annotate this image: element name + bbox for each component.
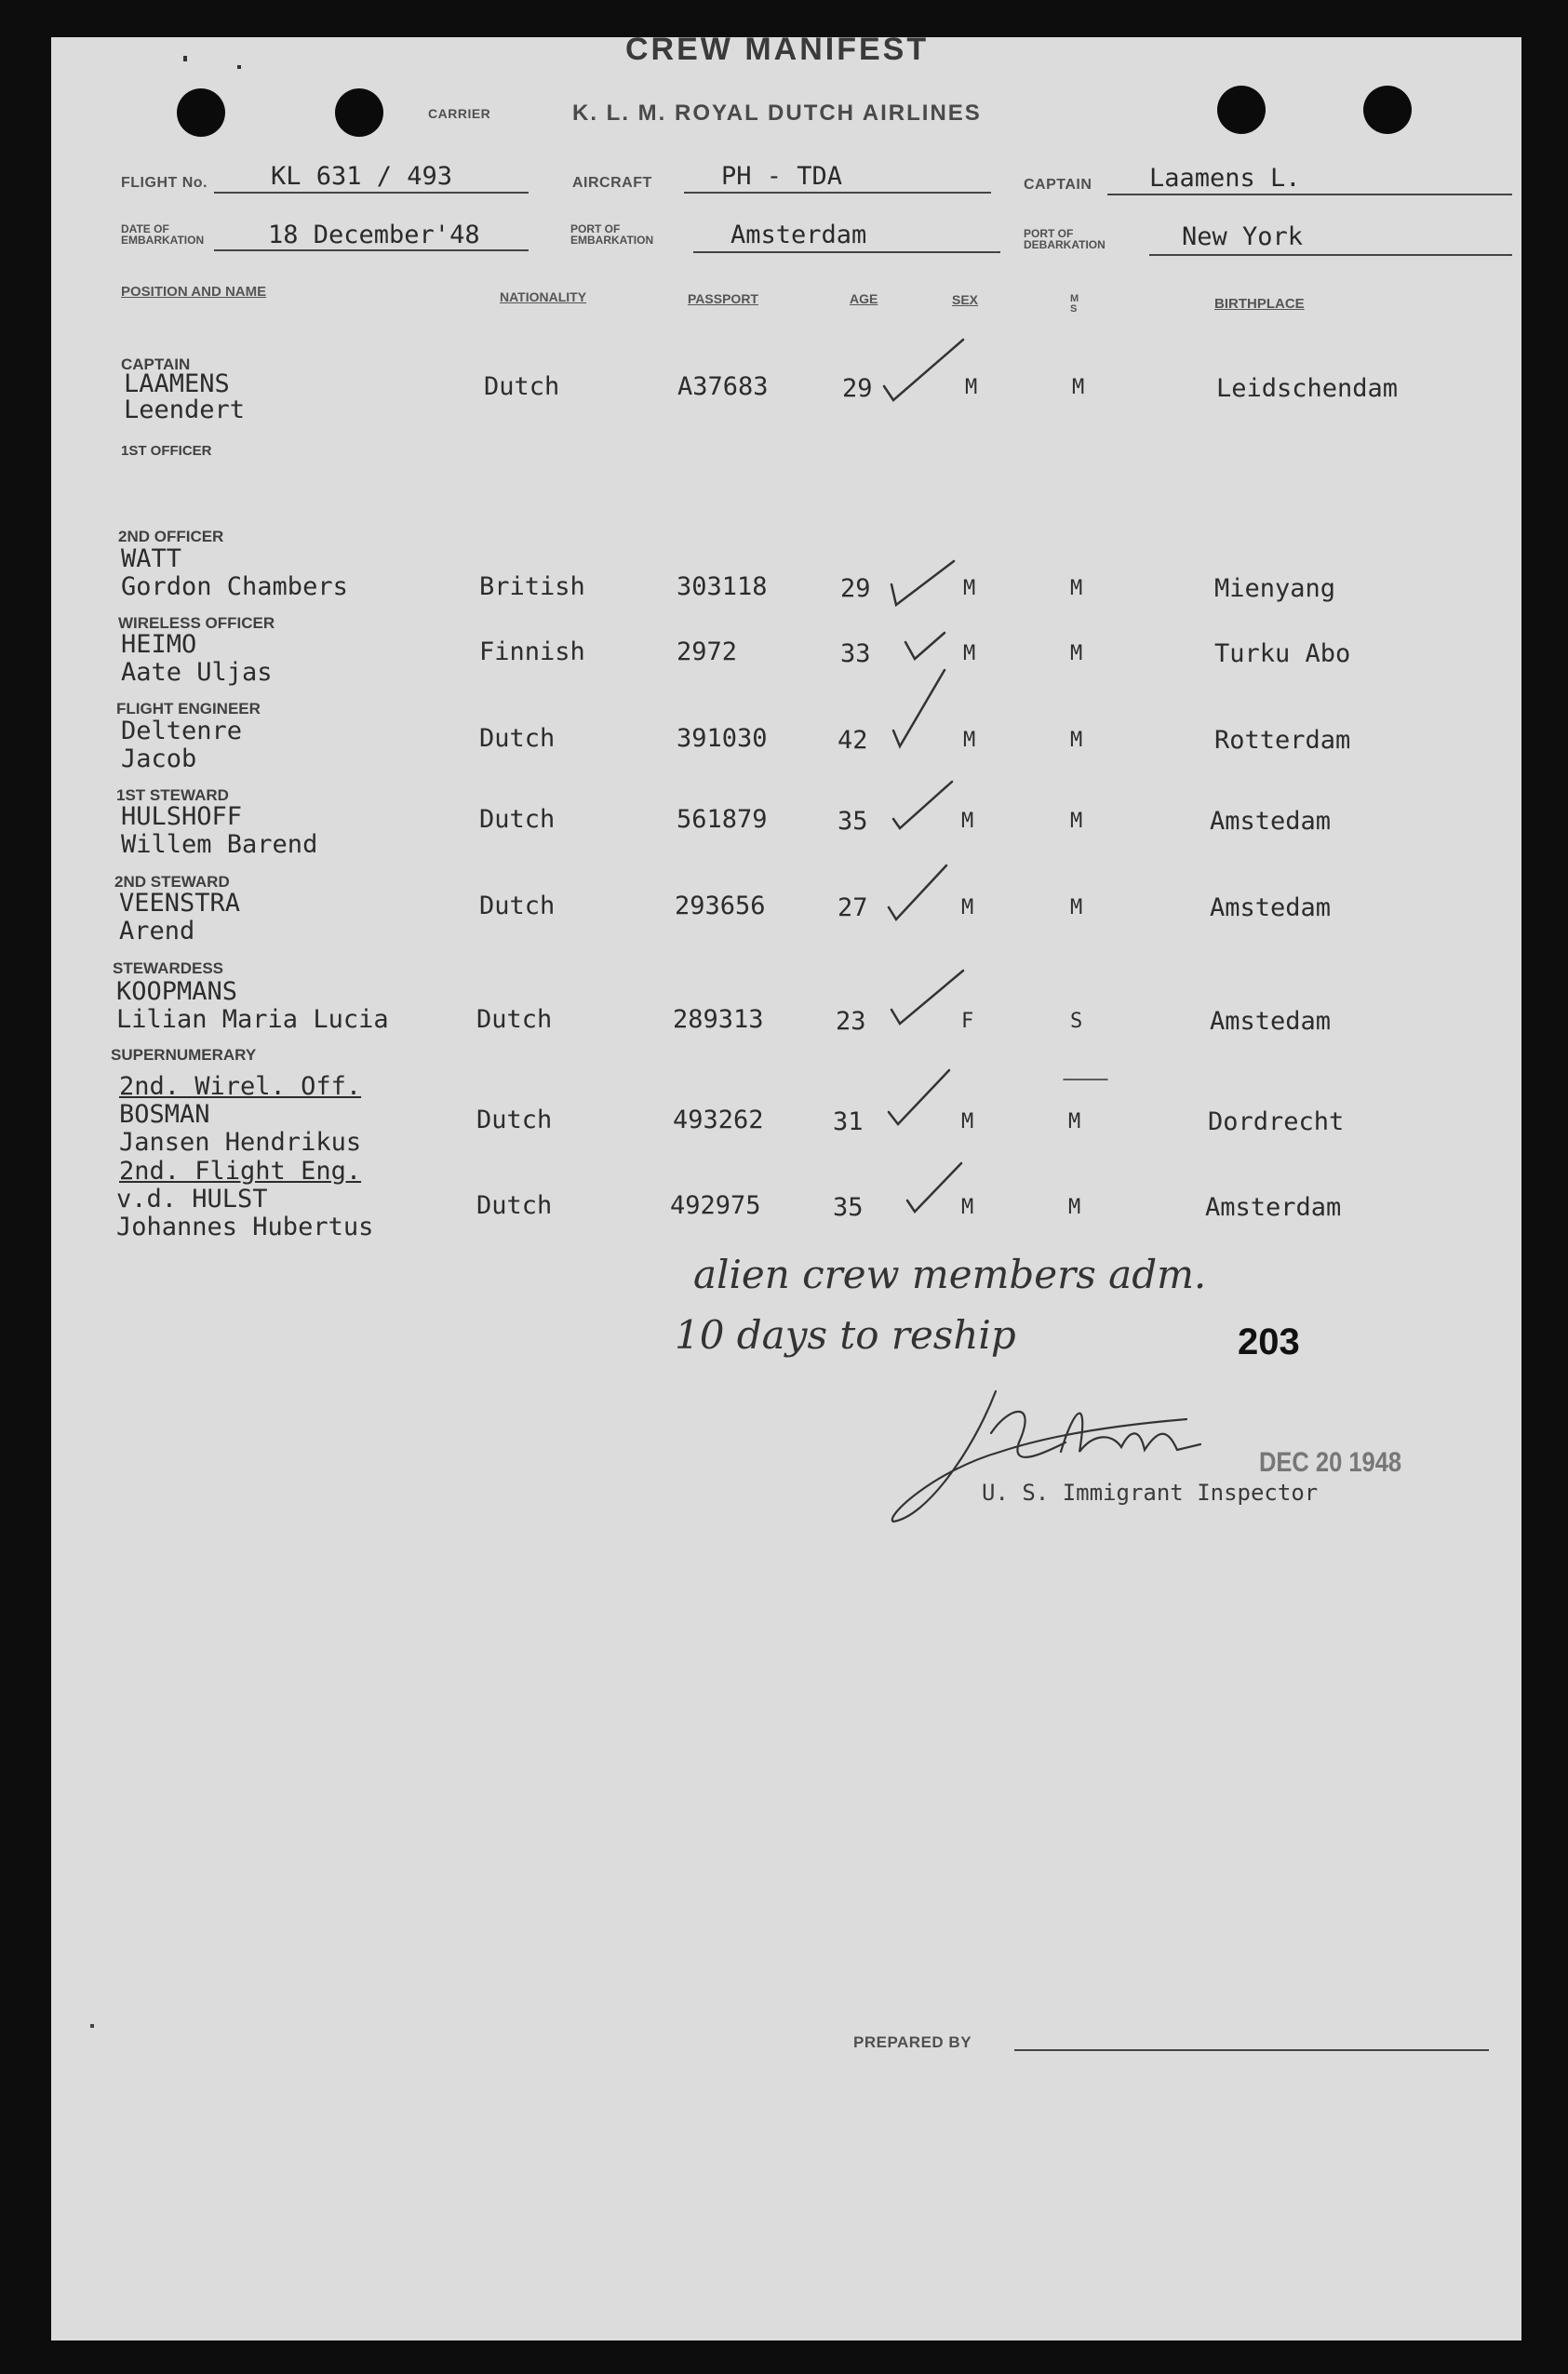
column-header-position-name: POSITION AND NAME: [121, 284, 267, 300]
speck: [90, 2024, 94, 2028]
crew-surname: HEIMO: [121, 630, 197, 659]
column-header-nationality: NATIONALITY: [500, 289, 587, 304]
document-title: CREW MANIFEST: [625, 32, 930, 67]
crew-surname: LAAMENS: [124, 369, 230, 398]
crew-birthplace: Dordrecht: [1208, 1107, 1345, 1136]
check-mark: [893, 782, 952, 828]
position-captain: CAPTAIN: [121, 355, 191, 373]
crew-passport: 2972: [677, 637, 738, 666]
carrier-name: K. L. M. ROYAL DUTCH AIRLINES: [572, 101, 982, 126]
crew-birthplace: Mienyang: [1214, 574, 1336, 603]
crew-marital-status: M: [1068, 1196, 1081, 1219]
crew-passport: 493262: [673, 1106, 764, 1134]
crew-given-names: Lilian Maria Lucia: [116, 1005, 389, 1034]
crew-surname: v.d. HULST: [116, 1185, 268, 1214]
crew-nationality: Dutch: [479, 892, 556, 920]
column-header-marital: M S: [1070, 293, 1079, 315]
crew-given-names: Johannes Hubertus: [116, 1213, 374, 1241]
inspector-signature: [889, 1340, 1280, 1554]
crew-age: 27: [838, 893, 868, 922]
position-wireless-officer: WIRELESS OFFICER: [118, 614, 275, 632]
check-mark: [884, 340, 963, 400]
crew-sex: M: [963, 642, 976, 665]
crew-age: 29: [842, 374, 873, 403]
crew-sex: M: [961, 1110, 974, 1133]
captain-name: Laamens L.: [1149, 164, 1301, 193]
crew-given-names: Aate Uljas: [121, 658, 273, 687]
crew-marital-status: M: [1068, 1110, 1081, 1133]
check-mark: [905, 633, 945, 659]
crew-surname: VEENSTRA: [119, 889, 241, 918]
port-debarkation-label-line2: DEBARKATION: [1024, 238, 1106, 251]
date-label-line2: EMBARKATION: [121, 234, 205, 247]
crew-marital-status: M: [1070, 896, 1083, 919]
crew-marital-status: M: [1070, 642, 1083, 665]
crew-given-names: Leendert: [124, 396, 246, 424]
crew-given-names: Jacob: [121, 744, 197, 773]
crew-nationality: Dutch: [476, 1106, 553, 1134]
check-mark: [907, 1163, 961, 1212]
check-mark: [889, 1070, 949, 1124]
crew-passport: 391030: [677, 724, 768, 753]
port-embarkation-label-line2: EMBARKATION: [570, 234, 654, 247]
crew-passport: 561879: [677, 805, 768, 834]
check-marks: [51, 37, 1521, 1340]
column-header-passport: PASSPORT: [688, 291, 758, 306]
crew-role-note: 2nd. Wirel. Off.: [119, 1072, 362, 1101]
flight-label: FLIGHT No.: [121, 175, 208, 191]
crew-birthplace: Amsterdam: [1205, 1193, 1342, 1222]
position-second-officer: 2ND OFFICER: [118, 528, 224, 545]
crew-birthplace: Turku Abo: [1214, 639, 1351, 668]
flight-number: KL 631 / 493: [271, 162, 453, 191]
crew-sex: M: [961, 896, 974, 919]
crew-sex: M: [963, 577, 976, 600]
crew-given-names: Jansen Hendrikus: [119, 1128, 362, 1157]
crew-given-names: Gordon Chambers: [121, 572, 348, 601]
crew-passport: 492975: [670, 1191, 761, 1220]
crew-surname: KOOPMANS: [116, 977, 238, 1006]
prepared-by-line: [1014, 2049, 1489, 2051]
crew-role-note: 2nd. Flight Eng.: [119, 1157, 362, 1186]
inspector-title: U. S. Immigrant Inspector: [982, 1480, 1319, 1506]
crew-marital-status: M: [1070, 729, 1083, 752]
date-stamp: DEC 20 1948: [1259, 1447, 1402, 1478]
port-debarkation-label-line1: PORT OF: [1024, 227, 1074, 240]
crew-age: 35: [833, 1193, 864, 1222]
crew-age: 35: [838, 807, 868, 836]
crew-passport: 293656: [675, 892, 766, 920]
position-second-steward: 2ND STEWARD: [114, 873, 230, 891]
port-of-embarkation: Amsterdam: [730, 221, 867, 249]
manifest-sheet: [51, 32, 1521, 2340]
crew-age: 31: [833, 1107, 864, 1136]
carrier-label: CARRIER: [428, 106, 491, 121]
check-mark: [891, 971, 963, 1024]
column-header-age: AGE: [850, 291, 878, 306]
crew-given-names: Arend: [119, 917, 195, 946]
crew-passport: 289313: [673, 1005, 764, 1034]
speck: [237, 65, 241, 69]
prepared-by-label: PREPARED BY: [853, 2033, 972, 2051]
crew-marital-status: M: [1070, 577, 1083, 600]
crew-birthplace: Leidschendam: [1216, 374, 1399, 403]
crew-sex: M: [965, 376, 978, 399]
crew-sex: M: [961, 1196, 974, 1219]
crew-sex: F: [961, 1010, 974, 1033]
crew-passport: 303118: [677, 572, 768, 601]
crew-nationality: Dutch: [476, 1005, 553, 1034]
crew-marital-status: S: [1070, 1010, 1083, 1033]
crew-surname: BOSMAN: [119, 1100, 210, 1129]
aircraft-registration: PH - TDA: [721, 162, 843, 191]
aircraft-label: AIRCRAFT: [572, 175, 652, 191]
crew-marital-status: M: [1072, 376, 1085, 399]
crew-birthplace: Amstedam: [1210, 807, 1332, 836]
check-mark: [889, 865, 946, 919]
crew-nationality: British: [479, 572, 585, 601]
embarkation-date: 18 December'48: [268, 221, 480, 249]
crew-birthplace: Amstedam: [1210, 1007, 1332, 1036]
position-stewardess: STEWARDESS: [113, 959, 224, 977]
captain-label: CAPTAIN: [1024, 177, 1092, 193]
handwritten-note-line2: 10 days to reship: [675, 1312, 1016, 1358]
position-first-officer: 1ST OFFICER: [121, 443, 212, 459]
port-of-debarkation: New York: [1182, 222, 1304, 251]
crew-age: 42: [838, 726, 868, 755]
crew-marital-status: M: [1070, 810, 1083, 833]
crew-surname: Deltenre: [121, 717, 243, 745]
position-flight-engineer: FLIGHT ENGINEER: [116, 700, 261, 718]
date-label-line1: DATE OF: [121, 222, 169, 235]
column-header-birthplace: BIRTHPLACE: [1214, 296, 1305, 312]
crew-surname: WATT: [121, 544, 182, 573]
crew-age: 29: [840, 574, 871, 603]
crew-age: 33: [840, 639, 871, 668]
check-mark: [893, 670, 945, 746]
speck: [183, 56, 187, 61]
crew-nationality: Dutch: [476, 1191, 553, 1220]
position-first-steward: 1ST STEWARD: [116, 786, 229, 804]
crew-sex: M: [961, 810, 974, 833]
crew-passport: A37683: [677, 372, 769, 401]
position-supernumerary: SUPERNUMERARY: [111, 1046, 257, 1064]
crew-nationality: Dutch: [479, 805, 556, 834]
crew-birthplace: Rotterdam: [1214, 726, 1351, 755]
stamp-number: 203: [1238, 1321, 1300, 1362]
column-header-sex: SEX: [952, 292, 979, 307]
check-mark: [891, 561, 954, 605]
handwritten-note-line1: alien crew members adm.: [693, 1252, 1207, 1297]
port-embarkation-label-line1: PORT OF: [570, 222, 621, 235]
crew-nationality: Dutch: [479, 724, 556, 753]
crew-surname: HULSHOFF: [121, 802, 243, 831]
crew-nationality: Dutch: [484, 372, 560, 401]
crew-age: 23: [836, 1007, 866, 1036]
crew-sex: M: [963, 729, 976, 752]
crew-nationality: Finnish: [479, 637, 585, 666]
crew-birthplace: Amstedam: [1210, 893, 1332, 922]
crew-given-names: Willem Barend: [121, 830, 318, 859]
